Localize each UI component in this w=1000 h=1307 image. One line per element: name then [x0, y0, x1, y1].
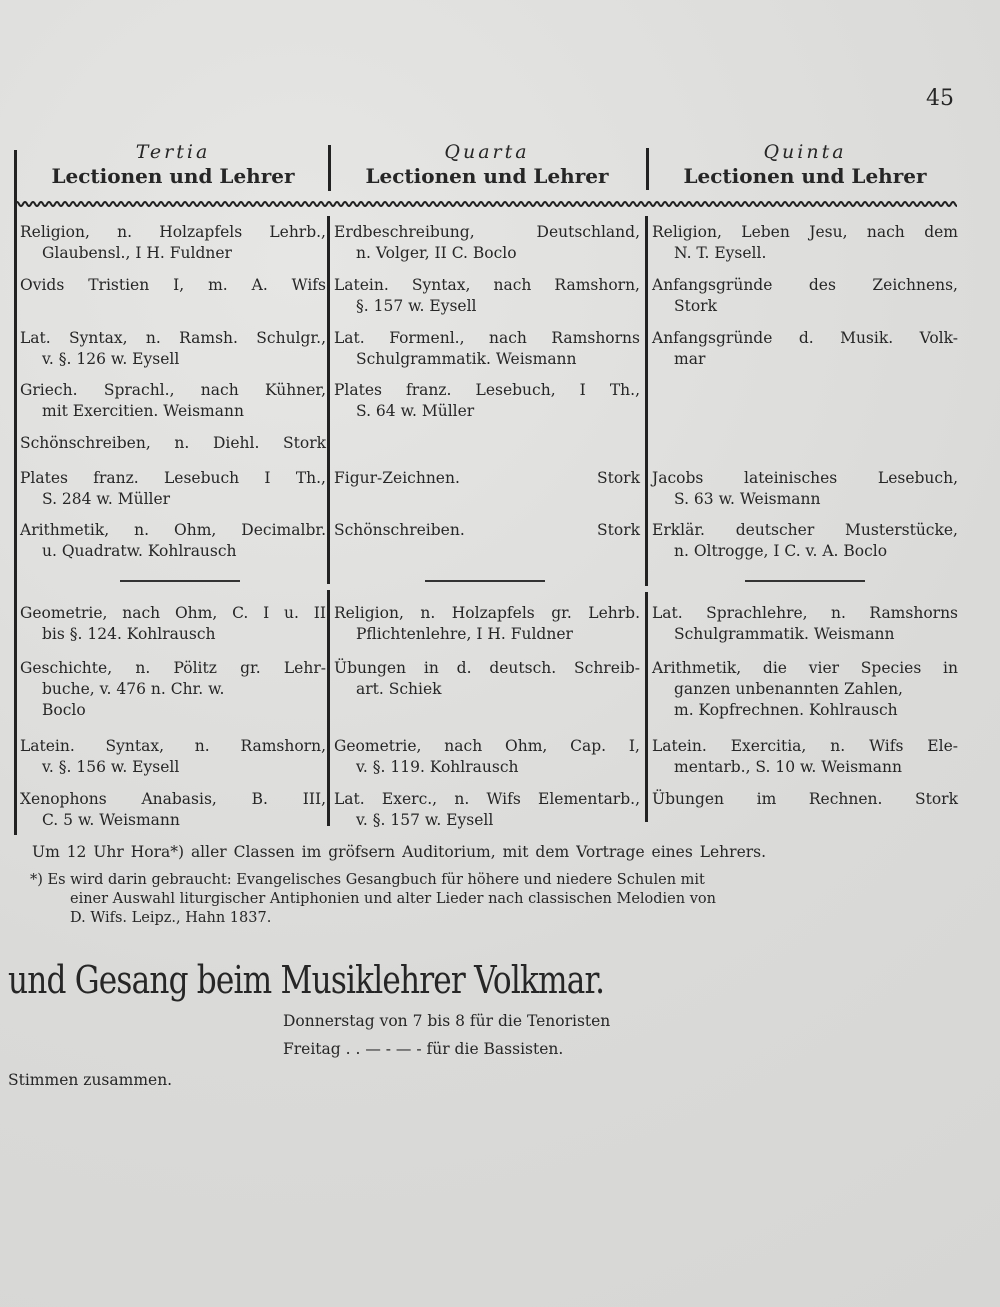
lesson-entry: [20, 468, 326, 510]
lesson-line: Schulgrammatik. Weismann: [356, 350, 577, 368]
class-name: Tertia: [135, 141, 211, 163]
lesson-line: Schönschreiben, n. Diehl. Stork: [20, 434, 326, 452]
lesson-entry: [20, 603, 326, 645]
lesson-line: mit Exercitien. Weismann: [42, 402, 244, 420]
lesson-entry: [20, 736, 326, 778]
lesson-line: Glaubensl., I H. Fuldner: [42, 244, 232, 262]
lesson-entry: [652, 736, 958, 778]
lesson-line: Stork: [674, 297, 717, 315]
lesson-line: Arithmetik, die vier Species in: [652, 659, 958, 677]
lesson-line: Boclo: [42, 701, 86, 719]
lesson-entry: [20, 433, 326, 454]
header-tertia: [18, 140, 328, 188]
lesson-entry: [652, 275, 958, 317]
lesson-line: Geometrie, nach Ohm, Cap. I,: [334, 737, 640, 755]
class-name: Quinta: [763, 141, 847, 163]
section-divider: [425, 580, 545, 582]
lesson-line: v. §. 126 w. Eysell: [42, 350, 180, 368]
lesson-line: Übungen im Rechnen. Stork: [652, 790, 958, 808]
lesson-line: m. Kopfrechnen. Kohlrausch: [674, 701, 898, 719]
column-divider: [328, 145, 331, 191]
lesson-entry: [652, 222, 958, 264]
lesson-line: ganzen unbenannten Zahlen,: [674, 680, 903, 698]
lesson-line: Übungen in d. deutsch. Schreib-: [334, 659, 640, 677]
footnote-line: D. Wifs. Leipz., Hahn 1837.: [70, 910, 272, 926]
lesson-line: Geschichte, n. Pölitz gr. Lehr-: [20, 659, 326, 677]
column-subtitle: Lectionen und Lehrer: [51, 164, 295, 188]
lesson-line: Religion, n. Holzapfels Lehrb.,: [20, 223, 326, 241]
lesson-line: Plates franz. Lesebuch, I Th.,: [334, 381, 640, 399]
lesson-line: N. T. Eysell.: [674, 244, 767, 262]
section-divider: [120, 580, 240, 582]
lesson-line: Latein. Syntax, nach Ramshorn,: [334, 276, 640, 294]
lesson-line: Anfangsgründe des Zeichnens,: [652, 276, 958, 294]
lesson-line: v. §. 157 w. Eysell: [356, 811, 494, 829]
lesson-line: Schönschreiben. Stork: [334, 521, 640, 539]
column-divider: [645, 592, 648, 822]
column-subtitle: Lectionen und Lehrer: [683, 164, 927, 188]
lesson-line: Religion, Leben Jesu, nach dem: [652, 223, 958, 241]
lesson-line: n. Oltrogge, I C. v. A. Boclo: [674, 542, 888, 560]
footnote-line: einer Auswahl liturgischer Antiphonien und alter Lieder nach classischen Melodien von: [70, 891, 716, 907]
lesson-entry: [334, 328, 640, 370]
lesson-entry: [20, 380, 326, 422]
lesson-line: Schulgrammatik. Weismann: [674, 625, 895, 643]
lesson-line: S. 284 w. Müller: [42, 490, 171, 508]
lesson-line: art. Schiek: [356, 680, 442, 698]
lesson-line: n. Volger, II C. Boclo: [356, 244, 517, 262]
lesson-line: Jacobs lateinisches Lesebuch,: [652, 469, 958, 487]
lesson-entry: [334, 380, 640, 422]
lesson-line: mentarb., S. 10 w. Weismann: [674, 758, 902, 776]
column-divider: [327, 216, 330, 584]
lesson-entry: [334, 736, 640, 778]
lesson-line: mar: [674, 350, 706, 368]
lesson-line: S. 63 w. Weismann: [674, 490, 821, 508]
lesson-line: v. §. 156 w. Eysell: [42, 758, 180, 776]
lesson-entry: [20, 789, 326, 831]
header-quinta: [650, 140, 960, 188]
column-subtitle: Lectionen und Lehrer: [365, 164, 609, 188]
lesson-line: Lat. Syntax, n. Ramsh. Schulgr.,: [20, 329, 326, 347]
lesson-entry: [20, 222, 326, 264]
footnote: [30, 871, 716, 928]
lesson-entry: [334, 603, 640, 645]
lesson-entry: [652, 603, 958, 645]
lesson-line: Religion, n. Holzapfels gr. Lehrb.: [334, 604, 640, 622]
lesson-entry: [20, 275, 326, 296]
lesson-entry: [334, 658, 640, 700]
lesson-line: Lat. Exerc., n. Wifs Elementarb.,: [334, 790, 640, 808]
lesson-entry: [334, 275, 640, 317]
column-divider: [327, 590, 330, 826]
lesson-entry: [652, 520, 958, 562]
section-divider: [745, 580, 865, 582]
lesson-entry: [652, 658, 958, 721]
closing-text: Stimmen zusammen.: [8, 1071, 173, 1089]
table-left-border: [14, 150, 17, 835]
lesson-entry: [20, 658, 326, 721]
class-name: Quarta: [444, 141, 530, 163]
lesson-line: u. Quadratw. Kohlrausch: [42, 542, 237, 560]
lesson-line: C. 5 w. Weismann: [42, 811, 180, 829]
lesson-entry: [334, 789, 640, 831]
section-heading: und Gesang beim Musiklehrer Volkmar.: [8, 958, 605, 1002]
lesson-line: Latein. Exercitia, n. Wifs Ele-: [652, 737, 958, 755]
header-quarta: [332, 140, 642, 188]
footnote-line: *) Es wird darin gebraucht: Evangelisches Gesangbuch für höhere und niedere Schulen mit: [30, 872, 705, 888]
lesson-entry: [20, 328, 326, 370]
lesson-line: Xenophons Anabasis, B. III,: [20, 790, 326, 808]
schedule-line: Donnerstag von 7 bis 8 für die Tenoristen: [283, 1012, 611, 1030]
lesson-entry: [652, 789, 958, 810]
column-divider: [646, 148, 649, 190]
lesson-line: Plates franz. Lesebuch I Th.,: [20, 469, 326, 487]
lesson-line: Erklär. deutscher Musterstücke,: [652, 521, 958, 539]
lesson-line: S. 64 w. Müller: [356, 402, 475, 420]
lesson-line: Lat. Formenl., nach Ramshorns: [334, 329, 640, 347]
column-divider: [645, 216, 648, 586]
lesson-line: Figur-Zeichnen. Stork: [334, 469, 640, 487]
lesson-line: Arithmetik, n. Ohm, Decimalbr.: [20, 521, 326, 539]
lesson-line: Anfangsgründe d. Musik. Volk-: [652, 329, 958, 347]
lesson-line: v. §. 119. Kohlrausch: [356, 758, 519, 776]
lesson-line: buche, v. 476 n. Chr. w.: [42, 680, 225, 698]
hora-note: Um 12 Uhr Hora*) aller Classen im gröfsern Auditorium, mit dem Vortrage eines Lehrers.: [32, 843, 767, 861]
lesson-line: Ovids Tristien I, m. A. Wifs: [20, 276, 326, 294]
lesson-entry: [334, 468, 640, 489]
lesson-entry: [334, 520, 640, 541]
lesson-line: §. 157 w. Eysell: [356, 297, 477, 315]
wavy-rule: [15, 198, 957, 210]
lesson-line: Griech. Sprachl., nach Kühner,: [20, 381, 326, 399]
lesson-line: Lat. Sprachlehre, n. Ramshorns: [652, 604, 958, 622]
lesson-entry: [652, 468, 958, 510]
lesson-line: Latein. Syntax, n. Ramshorn,: [20, 737, 326, 755]
lesson-line: Erdbeschreibung, Deutschland,: [334, 223, 640, 241]
page-number: 45: [926, 86, 954, 111]
lesson-line: Pflichtenlehre, I H. Fuldner: [356, 625, 573, 643]
lesson-entry: [20, 520, 326, 562]
lesson-line: bis §. 124. Kohlrausch: [42, 625, 216, 643]
schedule-line: Freitag . . — - — - für die Bassisten.: [283, 1040, 564, 1058]
lesson-line: Geometrie, nach Ohm, C. I u. II: [20, 604, 326, 622]
lesson-entry: [652, 328, 958, 370]
lesson-entry: [334, 222, 640, 264]
